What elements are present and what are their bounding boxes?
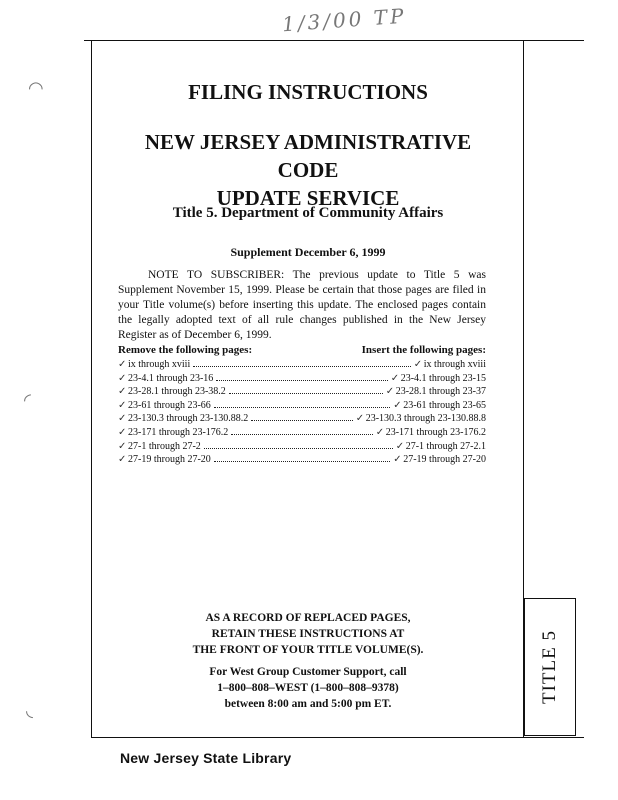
subscriber-note: NOTE TO SUBSCRIBER: The previous update to Title 5 was Supplement November 15, 1999. Please be certain that those pages are filed in your Title volume(s) before inserting this update. The enclosed pages contain the legally adopted text of all rule changes published in the New Jersey Register as of December 6, 1999. [118, 269, 486, 341]
list-item [118, 372, 486, 386]
leader-dots [193, 358, 411, 367]
check-mark-icon: ✓ [413, 359, 423, 370]
check-mark-icon: ✓ [395, 440, 405, 452]
check-mark-icon: ✓ [390, 372, 400, 384]
frame-top-rule [524, 40, 584, 41]
leader-dots [251, 412, 352, 421]
record-instructions [112, 610, 504, 658]
list-item [118, 426, 486, 440]
record-line-2: RETAIN THESE INSTRUCTIONS AT [211, 628, 405, 640]
page-title: FILING INSTRUCTIONS [188, 80, 428, 104]
insert-range: 23-4.1 through 23-15 [400, 372, 486, 384]
binder-hole-mark-icon: ◟ [26, 700, 33, 721]
check-mark-icon: ✓ [118, 426, 127, 438]
leader-dots [216, 372, 387, 381]
insert-range: ix through xviii [423, 359, 486, 370]
remove-pages-heading: Remove the following pages: [118, 344, 253, 356]
title-section-heading: Title 5. Department of Community Affairs [172, 205, 444, 221]
supplement-date: Supplement December 6, 1999 [230, 245, 386, 259]
check-mark-icon: ✓ [118, 399, 127, 411]
list-item [118, 453, 486, 467]
list-item [118, 412, 486, 426]
subtitle-line-2: UPDATE SERVICE [216, 186, 400, 210]
insert-range: 27-19 through 27-20 [403, 454, 486, 466]
list-item [118, 399, 486, 413]
remove-range: 23-61 through 23-66 [128, 399, 211, 411]
check-mark-icon: ✓ [385, 386, 395, 398]
pages-header [118, 344, 486, 356]
support-line-2: 1–800–808–WEST (1–800–808–9378) [217, 682, 399, 694]
insert-range: 23-171 through 23-176.2 [385, 426, 486, 438]
binder-hole-mark-icon: ◠ [28, 78, 44, 99]
list-item [118, 385, 486, 399]
check-mark-icon: ✓ [393, 399, 402, 411]
check-mark-icon: ✓ [118, 386, 127, 398]
insert-pages-heading: Insert the following pages: [361, 344, 486, 356]
frame-bottom-rule [524, 737, 584, 738]
leader-dots [204, 440, 393, 449]
remove-range: 27-1 through 27-2 [128, 440, 201, 452]
pages-list [118, 358, 486, 467]
check-mark-icon: ✓ [118, 359, 127, 370]
leader-dots [229, 385, 383, 394]
record-line-3: THE FRONT OF YOUR TITLE VOLUME(S). [192, 644, 424, 656]
remove-range: ix through xviii [128, 359, 191, 370]
binder-hole-mark-icon: ◜ [24, 390, 31, 411]
remove-range: 27-19 through 27-20 [128, 454, 211, 466]
title-tab [524, 598, 576, 736]
remove-range: 23-171 through 23-176.2 [128, 426, 229, 438]
check-mark-icon: ✓ [355, 413, 365, 425]
remove-range: 23-4.1 through 23-16 [128, 372, 214, 384]
insert-range: 27-1 through 27-2.1 [405, 440, 486, 452]
subtitle-line-1: NEW JERSEY ADMINISTRATIVE CODE [144, 130, 472, 182]
check-mark-icon: ✓ [118, 440, 127, 452]
check-mark-icon: ✓ [118, 413, 127, 425]
list-item [118, 358, 486, 372]
customer-support [112, 664, 504, 712]
handwritten-date-note: 1/3/00 TP [281, 3, 408, 37]
support-line-3: between 8:00 am and 5:00 pm ET. [224, 698, 392, 710]
insert-range: 23-61 through 23-65 [403, 399, 486, 411]
leader-dots [231, 426, 372, 435]
insert-range: 23-130.3 through 23-130.88.8 [365, 413, 486, 425]
remove-range: 23-28.1 through 23-38.2 [128, 386, 226, 398]
footer-library-stamp: New Jersey State Library [120, 750, 292, 766]
check-mark-icon: ✓ [118, 454, 127, 466]
check-mark-icon: ✓ [375, 426, 385, 438]
leader-dots [214, 453, 390, 462]
support-line-1: For West Group Customer Support, call [209, 666, 407, 678]
frame-left-rule [84, 40, 92, 41]
check-mark-icon: ✓ [118, 372, 127, 384]
tab-label: TITLE 5 [539, 629, 560, 705]
list-item [118, 440, 486, 454]
leader-dots [214, 399, 390, 408]
remove-range: 23-130.3 through 23-130.88.2 [128, 413, 249, 425]
insert-range: 23-28.1 through 23-37 [395, 386, 486, 398]
record-line-1: AS A RECORD OF REPLACED PAGES, [205, 612, 411, 624]
check-mark-icon: ✓ [393, 454, 402, 466]
page-subtitle [112, 128, 504, 212]
